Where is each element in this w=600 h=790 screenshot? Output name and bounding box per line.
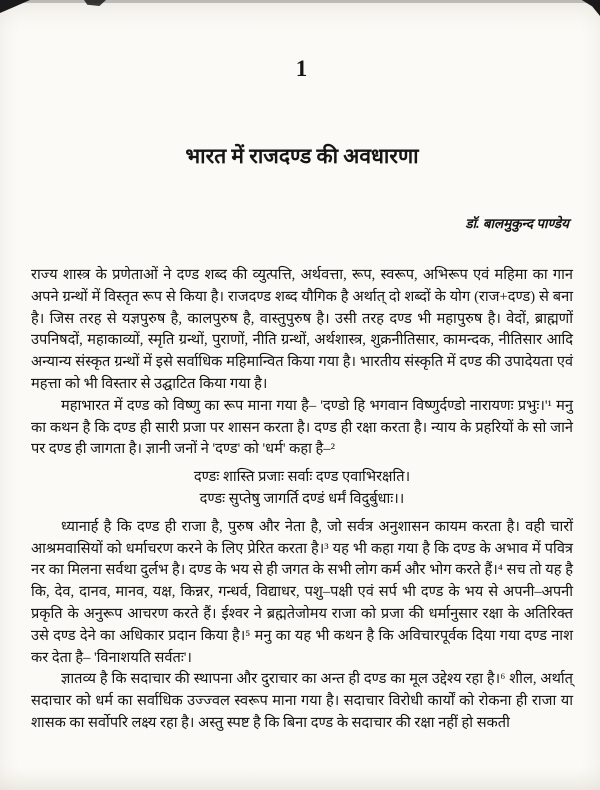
verse-line-1: दण्डः शास्ति प्रजाः सर्वाः दण्ड एवाभिरक्षति। [193,469,411,486]
author-byline: डॉ. बालमुकुन्द पाण्डेय [465,216,569,231]
sanskrit-verse [31,467,573,511]
body-text [31,265,573,735]
page-title: भारत में राजदण्ड की अवधारणा [185,144,419,168]
body-paragraph-2: महाभारत में दण्ड को विष्णु का रूप माना गया है– 'दण्डो हि भगवान विष्णुर्दण्डो नारायणः प्रभुः।'¹ मनु का कथन है कि दण्ड ही सारी प्रजा पर शासन करता है। दण्ड ही रक्षा करता है। न्याय के प्रहरियों के सो जाने पर दण्ड ही जागता है। ज्ञानी जनों ने 'दण्ड' को 'धर्म' कहा है–² [31,397,573,458]
body-paragraph-4: ज्ञातव्य है कि सदाचार की स्थापना और दुराचार का अन्त ही दण्ड का मूल उद्देश्य रहा है।⁶ शील, अर्थात् सदाचार को धर्म का सर्वाधिक उज्ज्वल स्वरूप माना गया है। सदाचार विरोधी कार्यों को रोकना ही राजा या शासक का सर्वोपरि लक्ष्य रहा है। अस्तु स्पष्ट है कि बिना दण्ड के सदाचार की रक्षा नहीं हो सकती [31,671,573,731]
body-paragraph-3: ध्यानार्ह है कि दण्ड ही राजा है, पुरुष और नेता है, जो सर्वत्र अनुशासन कायम करता है। वही चारों आश्रमवासियों को धर्माचरण करने के लिए प्रेरित करता है।³ यह भी कहा गया है कि दण्ड के अभाव में पवित्र नर का मिलना सर्वथा दुर्लभ है। दण्ड के भय से ही जगत के सभी लोग कर्म और भोग करते हैं।⁴ सच तो यह है कि, देव, दानव, मानव, यक्ष, किन्नर, गन्धर्व, विद्याधर, पशु–पक्षी एवं सर्प भी दण्ड के भय से अपनी–अपनी प्रकृति के अनुरूप आचरण करते हैं। ईश्वर ने ब्रह्मतेजोमय राजा को प्रजा की धर्मानुसार रक्षा के अतिरिक्त उसे दण्ड देने का अधिकार प्रदान किया है।⁵ मनु का यह भी कथन है कि अविचारपूर्वक दिया गया दण्ड नाश कर देता है– 'विनाशयति सर्वतः'। [31,518,573,666]
verse-line-2: दण्डः सुप्तेषु जागर्ति दण्डं धर्मं विदुर्बुधाः।। [199,490,405,507]
body-paragraph-1: राज्य शास्त्र के प्रणेताओं ने दण्ड शब्द की व्युत्पत्ति, अर्थवत्ता, रूप, स्वरूप, अभिरूप एवं महिमा का गान अपने ग्रन्थों में विस्तृत रूप से किया है। राजदण्ड शब्द यौगिक है अर्थात् दो शब्दों के योग (राज+दण्ड) से बना है। जिस तरह से यज्ञपुरुष है, कालपुरुष है, वास्तुपुरुष है। उसी तरह दण्ड भी महापुरुष है। वेदों, ब्राह्मणों उपनिषदों, महाकाव्यों, स्मृति ग्रन्थों, पुराणों, नीति ग्रन्थों, अर्थशास्त्र, शुक्रनीतिसार, कामन्दक, नीतिसार आदि अन्यान्य संस्कृत ग्रन्थों में इसे सर्वाधिक महिमान्वित किया गया है। भारतीय संस्कृति में दण्ड की उपादेयता एवं महत्ता को भी विस्तार से उद्घाटित किया गया है। [31,267,573,392]
chapter-number: 1 [295,56,309,81]
